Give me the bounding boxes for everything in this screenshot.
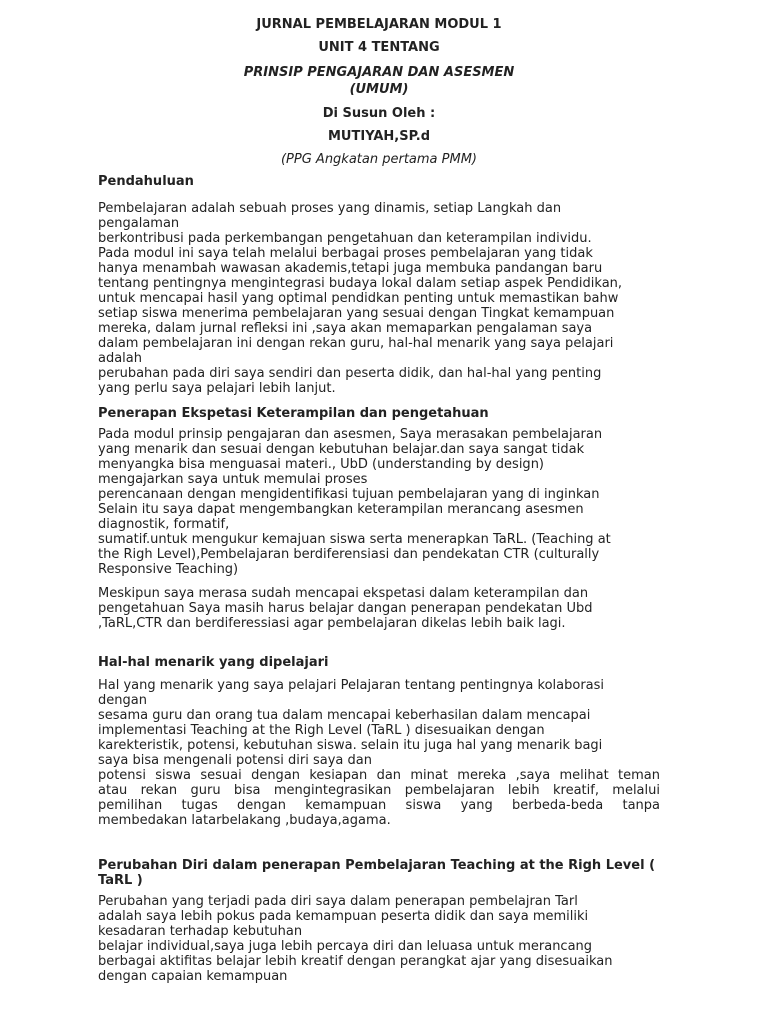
document-unit: UNIT 4 TENTANG	[318, 40, 440, 55]
text-line: berkontribusi pada perkembangan pengetahuan dan keterampilan individu.	[98, 231, 592, 246]
text-line: menyangka bisa menguasai materi., UbD (understanding by design)	[98, 457, 544, 472]
text-line: Hal yang menarik yang saya pelajari Pelajaran tentang pentingnya kolaborasi	[98, 678, 605, 693]
author-label: Di Susun Oleh :	[322, 106, 436, 121]
author-affiliation: (PPG Angkatan pertama PMM)	[280, 152, 478, 167]
text-line: karekteristik, potensi, kebutuhan siswa. selain itu juga hal yang menarik bagi	[98, 738, 603, 753]
text-line: Pada modul ini saya telah melalui berbagai proses pembelajaran yang tidak	[98, 246, 593, 261]
text-line: adalah saya lebih pokus pada kemampuan peserta didik dan saya memiliki	[98, 909, 589, 924]
text-line: perubahan pada diri saya sendiri dan peserta didik, dan hal-hal yang penting	[98, 366, 602, 381]
document-page	[98, 16, 660, 984]
text-line: mereka, dalam jurnal refleksi ini ,saya akan memaparkan pengalaman saya	[98, 321, 593, 336]
section-heading-hal-menarik: Hal-hal menarik yang dipelajari	[98, 655, 329, 670]
section-heading-pendahuluan: Pendahuluan	[98, 174, 194, 189]
text-line: pemilihan tugas dengan kemampuan siswa yang berbeda-beda tanpa	[98, 798, 660, 813]
text-line: diagnostik, formatif,	[98, 517, 230, 532]
text-line: sumatif.untuk mengukur kemajuan siswa serta menerapkan TaRL. (Teaching at	[98, 532, 611, 547]
text-line: implementasi Teaching at the Righ Level (TaRL ) disesuaikan dengan	[98, 723, 545, 738]
text-line: adalah	[98, 351, 143, 366]
paragraph-pendahuluan	[98, 201, 660, 396]
text-line: Pada modul prinsip pengajaran dan asesmen, Saya merasakan pembelajaran	[98, 427, 603, 442]
text-line: dengan	[98, 693, 147, 708]
author-name: MUTIYAH,SP.d	[328, 129, 430, 144]
text-line: tentang pentingnya mengintegrasi budaya lokal dalam setiap aspek Pendidikan,	[98, 276, 623, 291]
text-line: saya bisa mengenali potensi diri saya dan	[98, 753, 372, 768]
text-line: dengan capaian kemampuan	[98, 969, 288, 984]
text-line: potensi siswa sesuai dengan kesiapan dan minat mereka ,saya melihat teman	[98, 768, 660, 783]
text-line: yang menarik dan sesuai dengan kebutuhan belajar.dan saya sangat tidak	[98, 442, 585, 457]
paragraph-penerapan-2	[98, 586, 660, 631]
text-line: yang perlu saya pelajari lebih lanjut.	[98, 381, 336, 396]
paragraph-hal-menarik-2	[98, 768, 660, 828]
text-line: mengajarkan saya untuk memulai proses	[98, 472, 368, 487]
text-line: setiap siswa menerima pembelajaran yang sesuai dengan Tingkat kemampuan	[98, 306, 615, 321]
text-line: pengetahuan Saya masih harus belajar dangan penerapan pendekatan Ubd	[98, 601, 593, 616]
text-line: membedakan latarbelakang ,budaya,agama.	[98, 813, 391, 828]
paragraph-penerapan-1	[98, 427, 660, 577]
text-line: Selain itu saya dapat mengembangkan keterampilan merancang asesmen	[98, 502, 584, 517]
text-line: Pembelajaran adalah sebuah proses yang dinamis, setiap Langkah dan	[98, 201, 562, 216]
paragraph-hal-menarik-1	[98, 678, 660, 768]
text-line: Responsive Teaching)	[98, 562, 239, 577]
document-subtitle: PRINSIP PENGAJARAN DAN ASESMEN	[243, 65, 515, 80]
text-line: perencanaan dengan mengidentifikasi tujuan pembelajaran yang di inginkan	[98, 487, 600, 502]
text-line: Meskipun saya merasa sudah mencapai ekspetasi dalam keterampilan dan	[98, 586, 589, 601]
text-line: Perubahan yang terjadi pada diri saya dalam penerapan pembelajran Tarl	[98, 894, 578, 909]
text-line: kesadaran terhadap kebutuhan	[98, 924, 303, 939]
text-line: dalam pembelajaran ini dengan rekan guru, hal-hal menarik yang saya pelajari	[98, 336, 614, 351]
document-subtitle-sub: (UMUM)	[349, 82, 409, 97]
paragraph-perubahan-diri	[98, 894, 660, 984]
text-line: the Righ Level),Pembelajaran berdiferensiasi dan pendekatan CTR (culturally	[98, 547, 600, 562]
text-line: pengalaman	[98, 216, 180, 231]
text-line: untuk mencapai hasil yang optimal pendidkan penting untuk memastikan bahw	[98, 291, 619, 306]
document-title: JURNAL PEMBELAJARAN MODUL 1	[256, 17, 502, 32]
text-line: berbagai aktifitas belajar lebih kreatif dengan perangkat ajar yang disesuaikan	[98, 954, 613, 969]
section-heading-perubahan-diri: Perubahan Diri dalam penerapan Pembelajaran Teaching at the Righ Level ( TaRL )	[98, 858, 656, 888]
text-line: sesama guru dan orang tua dalam mencapai keberhasilan dalam mencapai	[98, 708, 591, 723]
text-line: hanya menambah wawasan akademis,tetapi juga membuka pandangan baru	[98, 261, 603, 276]
text-line: belajar individual,saya juga lebih percaya diri dan leluasa untuk merancang	[98, 939, 593, 954]
section-heading-penerapan: Penerapan Ekspetasi Keterampilan dan pengetahuan	[98, 406, 489, 421]
text-line: atau rekan guru bisa mengintegrasikan pembelajaran lebih kreatif, melalui	[98, 783, 660, 798]
text-line: ,TaRL,CTR dan berdiferessiasi agar pembelajaran dikelas lebih baik lagi.	[98, 616, 566, 631]
